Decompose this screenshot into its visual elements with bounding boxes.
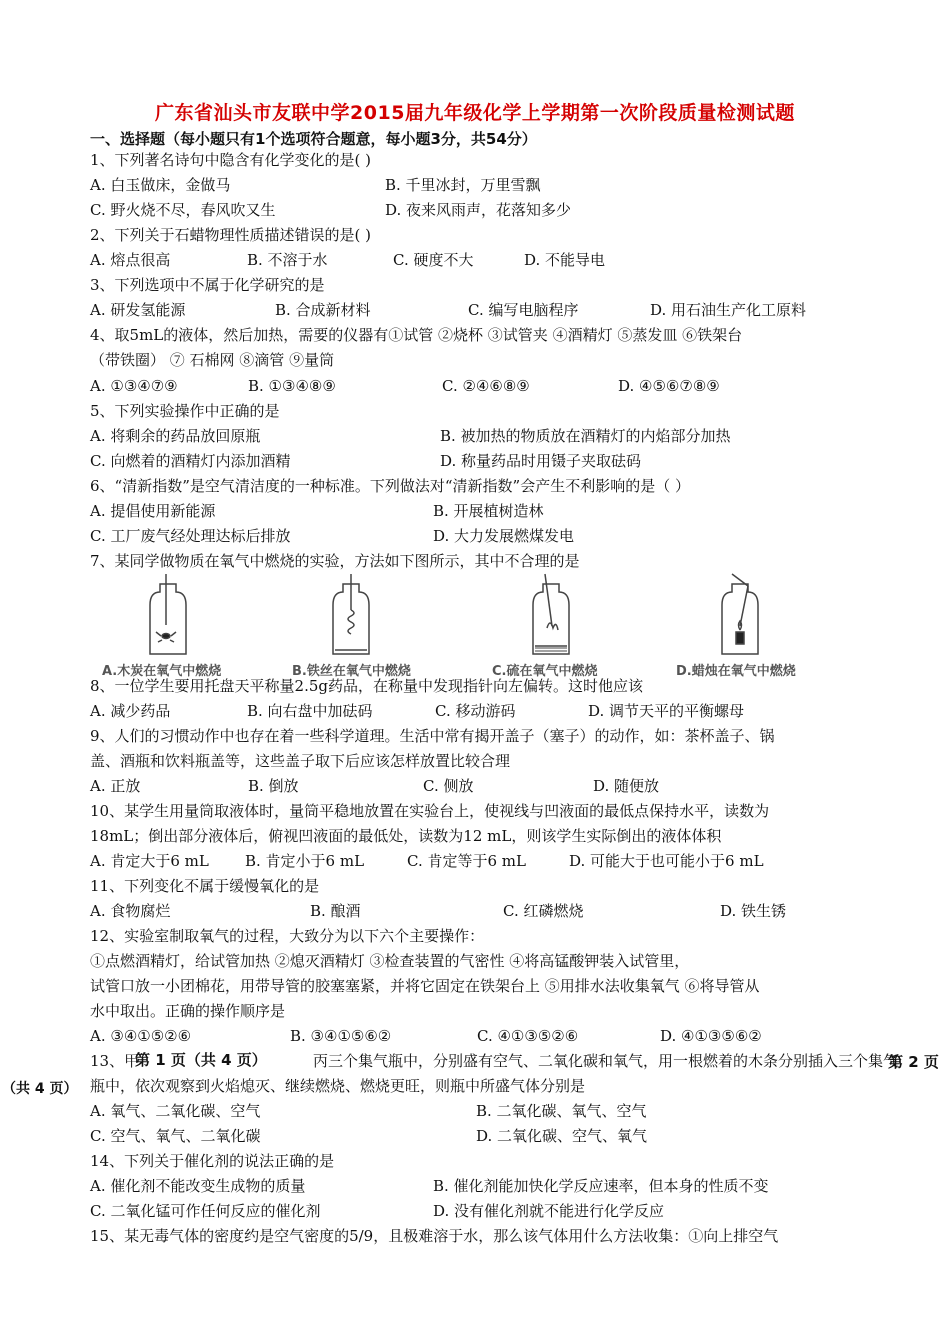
question-8-stem: 8、一位学生要用托盘天平称量2.5g药品，在称量中发现指针向左偏转。这时他应该 (90, 677, 644, 695)
q13-option-c: C. 空气、氧气、二氧化碳 (90, 1127, 261, 1145)
q13-option-a: A. 氧气、二氧化碳、空气 (90, 1102, 261, 1120)
q3-option-a: A. 研发氢能源 (90, 301, 186, 319)
q1-option-d: D. 夜来风雨声，花落知多少 (385, 201, 572, 219)
q9-option-c: C. 侧放 (423, 777, 474, 795)
question-4-stem-line2: （带铁圈） ⑦ 石棉网 ⑧滴管 ⑨量筒 (90, 351, 335, 369)
question-14-stem: 14、下列关于催化剂的说法正确的是 (90, 1152, 335, 1170)
page-number-center: 第 1 页（共 4 页） (135, 1051, 267, 1069)
question-12-stem-line4: 水中取出。正确的操作顺序是 (90, 1002, 286, 1020)
q10-option-c: C. 肯定等于6 mL (407, 852, 526, 870)
q3-option-c: C. 编写电脑程序 (468, 301, 579, 319)
question-10-stem-line2: 18mL；倒出部分液体后，俯视凹液面的最低处，读数为12 mL，则该学生实际倒出的液体体积 (90, 827, 722, 845)
q4-option-c: C. ②④⑥⑧⑨ (442, 377, 530, 395)
q13-option-d: D. 二氧化碳、空气、氧气 (476, 1127, 648, 1145)
q5-option-b: B. 被加热的物质放在酒精灯的内焰部分加热 (440, 427, 731, 445)
q3-option-b: B. 合成新材料 (275, 301, 371, 319)
q14-option-b: B. 催化剂能加快化学反应速率，但本身的性质不变 (433, 1177, 769, 1195)
question-11-stem: 11、下列变化不属于缓慢氧化的是 (90, 877, 320, 895)
q14-option-d: D. 没有催化剂就不能进行化学反应 (433, 1202, 665, 1220)
question-6-stem: 6、“清新指数”是空气清洁度的一种标准。下列做法对“清新指数”会产生不利影响的是（ ） (90, 477, 690, 495)
figure-caption-c: C.硫在氧气中燃烧 (492, 664, 598, 679)
question-12-stem-line3: 试管口放一小团棉花，用带导管的胶塞塞紧，并将它固定在铁架台上 ⑤用排水法收集氧气 ⑥将导管从 (90, 977, 760, 995)
q5-option-d: D. 称量药品时用镊子夹取砝码 (440, 452, 642, 470)
q8-option-d: D. 调节天平的平衡螺母 (588, 702, 745, 720)
q12-option-a: A. ③④①⑤②⑥ (90, 1027, 192, 1045)
figure-caption-d: D.蜡烛在氧气中燃烧 (676, 664, 796, 679)
q1-option-a: A. 白玉做床，金做马 (90, 176, 231, 194)
q12-option-b: B. ③④①⑤⑥② (290, 1027, 392, 1045)
q5-option-c: C. 向燃着的酒精灯内添加酒精 (90, 452, 291, 470)
question-10-stem-line1: 10、某学生用量筒取液体时，量筒平稳地放置在实验台上，使视线与凹液面的最低点保持水平，读数为 (90, 802, 770, 820)
question-7-stem: 7、某同学做物质在氧气中燃烧的实验，方法如下图所示，其中不合理的是 (90, 552, 580, 570)
q6-option-b: B. 开展植树造林 (433, 502, 544, 520)
figure-caption-a: A.木炭在氧气中燃烧 (102, 664, 222, 679)
q11-option-a: A. 食物腐烂 (90, 902, 171, 920)
q2-option-a: A. 熔点很高 (90, 251, 171, 269)
section-heading: 一、选择题（每小题只有1个选项符合题意，每小题3分，共54分） (90, 130, 537, 148)
figure-caption-b: B.铁丝在氧气中燃烧 (292, 664, 411, 679)
q9-option-a: A. 正放 (90, 777, 141, 795)
jar-charcoal (150, 574, 186, 654)
q1-option-c: C. 野火烧不尽，春风吹又生 (90, 201, 276, 219)
combustion-figure (0, 570, 950, 660)
jar-candle (722, 574, 758, 654)
q10-option-d: D. 可能大于也可能小于6 mL (569, 852, 764, 870)
question-12-stem-line2: ①点燃酒精灯，给试管加热 ②熄灭酒精灯 ③检查装置的气密性 ④将高锰酸钾装入试管里， (90, 952, 690, 970)
q14-option-a: A. 催化剂不能改变生成物的质量 (90, 1177, 306, 1195)
q3-option-d: D. 用石油生产化工原料 (650, 301, 807, 319)
q4-option-d: D. ④⑤⑥⑦⑧⑨ (618, 377, 720, 395)
q6-option-a: A. 提倡使用新能源 (90, 502, 216, 520)
q8-option-b: B. 向右盘中加砝码 (247, 702, 373, 720)
question-3-stem: 3、下列选项中不属于化学研究的是 (90, 276, 325, 294)
q5-option-a: A. 将剩余的药品放回原瓶 (90, 427, 261, 445)
page-title: 广东省汕头市友联中学2015届九年级化学上学期第一次阶段质量检测试题 (155, 102, 795, 124)
q6-option-c: C. 工厂废气经处理达标后排放 (90, 527, 291, 545)
page-number-right: 第 2 页 (888, 1053, 939, 1071)
q1-option-b: B. 千里冰封，万里雪飘 (385, 176, 541, 194)
q10-option-a: A. 肯定大于6 mL (90, 852, 209, 870)
q8-option-a: A. 减少药品 (90, 702, 171, 720)
q13-option-b: B. 二氧化碳、氧气、空气 (476, 1102, 647, 1120)
q2-option-d: D. 不能导电 (524, 251, 606, 269)
q8-option-c: C. 移动游码 (435, 702, 516, 720)
question-2-stem: 2、下列关于石蜡物理性质描述错误的是( ) (90, 226, 372, 244)
q11-option-d: D. 铁生锈 (720, 902, 787, 920)
q10-option-b: B. 肯定小于6 mL (245, 852, 365, 870)
question-13-stem-end: 丙三个集气瓶中，分别盛有空气、二氧化碳和氧气，用一根燃着的木条分别插入三个集气 (313, 1052, 899, 1070)
q4-option-b: B. ①③④⑧⑨ (248, 377, 336, 395)
question-1-stem: 1、下列著名诗句中隐含有化学变化的是( ) (90, 151, 372, 169)
q11-option-c: C. 红磷燃烧 (503, 902, 584, 920)
q2-option-c: C. 硬度不大 (393, 251, 474, 269)
question-15-stem: 15、某无毒气体的密度约是空气密度的5/9，且极难溶于水，那么该气体用什么方法收集：①向上排空气 (90, 1227, 779, 1245)
question-12-stem-line1: 12、实验室制取氧气的过程，大致分为以下六个主要操作： (90, 927, 485, 945)
question-4-stem-line1: 4、取5mL的液体，然后加热，需要的仪器有①试管 ②烧杯 ③试管夹 ④酒精灯 ⑤蒸发皿 ⑥铁架台 (90, 326, 743, 344)
q6-option-d: D. 大力发展燃煤发电 (433, 527, 575, 545)
question-13-stem-start: 13、甲 (90, 1052, 140, 1070)
q12-option-c: C. ④①③⑤②⑥ (477, 1027, 579, 1045)
jar-sulfur (533, 574, 569, 654)
q14-option-c: C. 二氧化锰可作任何反应的催化剂 (90, 1202, 321, 1220)
q2-option-b: B. 不溶于水 (247, 251, 328, 269)
q9-option-b: B. 倒放 (248, 777, 299, 795)
question-13-stem-line2: 瓶中，依次观察到火焰熄灭、继续燃烧、燃烧更旺，则瓶中所盛气体分别是 (90, 1077, 586, 1095)
question-9-stem-line1: 9、人们的习惯动作中也存在着一些科学道理。生活中常有揭开盖子（塞子）的动作，如：茶杯盖子、锅 (90, 727, 775, 745)
question-5-stem: 5、下列实验操作中正确的是 (90, 402, 280, 420)
q4-option-a: A. ①③④⑦⑨ (90, 377, 178, 395)
q9-option-d: D. 随便放 (593, 777, 660, 795)
question-9-stem-line2: 盖、酒瓶和饮料瓶盖等，这些盖子取下后应该怎样放置比较合理 (90, 752, 511, 770)
q11-option-b: B. 酿酒 (310, 902, 361, 920)
jar-iron-wire (333, 574, 369, 654)
page-total-left: （共 4 页） (2, 1081, 78, 1097)
q12-option-d: D. ④①③⑤⑥② (660, 1027, 762, 1045)
